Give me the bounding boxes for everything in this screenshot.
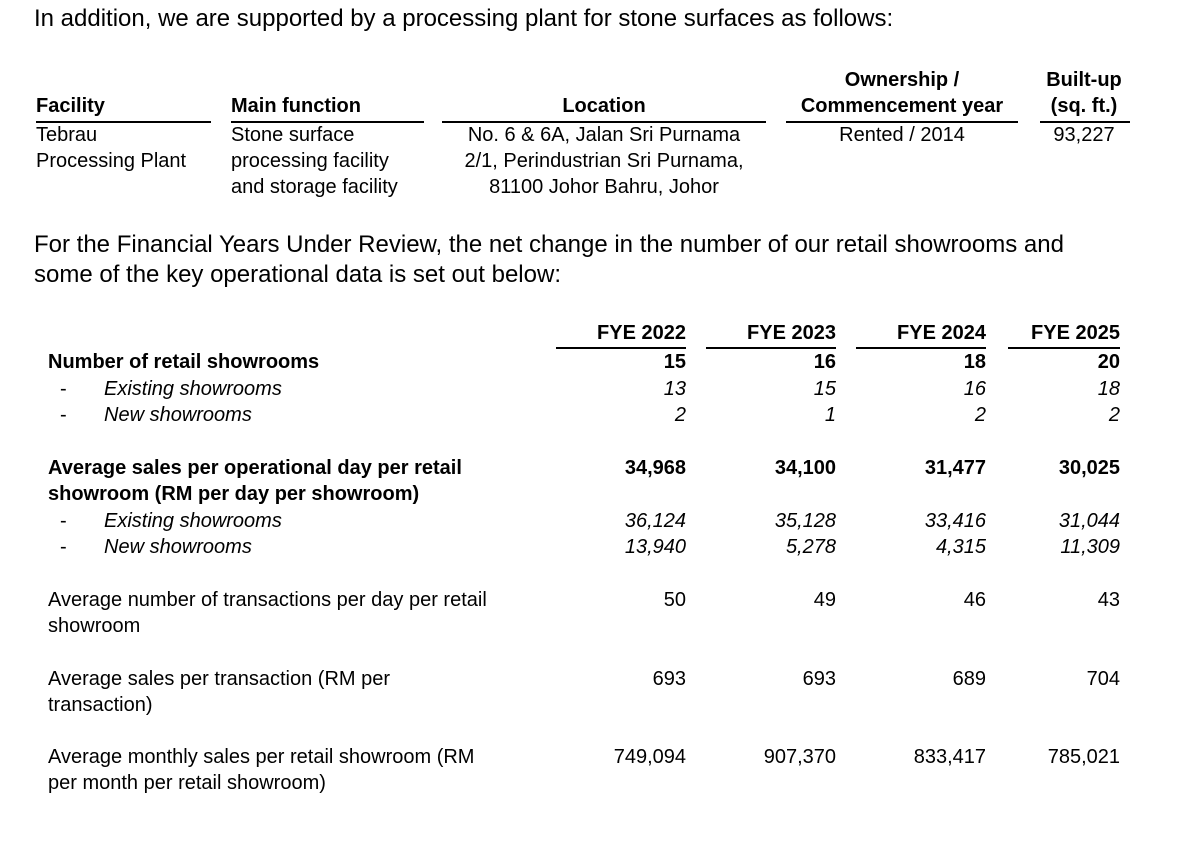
avg-sales-day-fye2025: 30,025: [1058, 457, 1120, 479]
avg-sales-existing-dash: -: [60, 510, 67, 532]
location-line3: 81100 Johor Bahru, Johor: [489, 176, 719, 198]
avg-monthly-sales-label-line1: Average monthly sales per retail showroom (RM: [48, 746, 475, 768]
avg-monthly-sales-fye2022: 749,094: [613, 746, 686, 768]
showrooms-new-label: New showrooms: [104, 404, 252, 426]
avg-monthly-sales-label-line2: per month per retail showroom): [48, 772, 326, 794]
function-line3: and storage facility: [231, 176, 398, 198]
showrooms-existing-fye2024: 16: [963, 378, 986, 400]
avg-sales-transaction-fye2025: 704: [1086, 668, 1120, 690]
avg-sales-day-label-line2: showroom (RM per day per showroom): [48, 483, 420, 505]
avg-monthly-sales-fye2024: 833,417: [913, 746, 986, 768]
showrooms-existing-fye2023: 15: [813, 378, 836, 400]
avg-sales-day-fye2023: 34,100: [774, 457, 836, 479]
intro-text: In addition, we are supported by a processing plant for stone surfaces as follows:: [34, 5, 894, 32]
location-line2: 2/1, Perindustrian Sri Purnama,: [464, 150, 744, 172]
avg-transactions-fye2023: 49: [813, 589, 836, 611]
builtup-value: 93,227: [1053, 124, 1115, 146]
avg-sales-new-fye2025: 11,309: [1060, 536, 1120, 558]
avg-sales-transaction-fye2024: 689: [952, 668, 986, 690]
function-line1: Stone surface: [231, 124, 355, 146]
header-facility: Facility: [36, 95, 105, 117]
avg-sales-new-fye2022: 13,940: [624, 536, 686, 558]
showrooms-existing-dash: -: [60, 378, 67, 400]
avg-transactions-label-line2: showroom: [48, 615, 141, 637]
avg-transactions-fye2022: 50: [663, 589, 686, 611]
showrooms-total-fye2025: 20: [1097, 351, 1120, 373]
avg-transactions-fye2024: 46: [963, 589, 986, 611]
avg-sales-existing-fye2023: 35,128: [774, 510, 836, 532]
showrooms-existing-label: Existing showrooms: [104, 378, 282, 400]
showrooms-new-dash: -: [60, 404, 67, 426]
col-header-fye2022: FYE 2022: [597, 322, 686, 344]
avg-sales-day-fye2022: 34,968: [624, 457, 686, 479]
avg-sales-transaction-label-line1: Average sales per transaction (RM per: [48, 668, 391, 690]
avg-monthly-sales-fye2025: 785,021: [1047, 746, 1120, 768]
header-location: Location: [562, 95, 646, 117]
avg-transactions-label-line1: Average number of transactions per day per retail: [48, 589, 487, 611]
paragraph-line1: For the Financial Years Under Review, the net change in the number of our retail showrooms and: [34, 231, 1064, 258]
avg-sales-existing-label: Existing showrooms: [104, 510, 282, 532]
col-header-fye2024: FYE 2024: [897, 322, 986, 344]
avg-sales-transaction-fye2022: 693: [652, 668, 686, 690]
header-builtup-line2: (sq. ft.): [1050, 95, 1118, 117]
avg-sales-new-label: New showrooms: [104, 536, 252, 558]
avg-sales-day-fye2024: 31,477: [924, 457, 986, 479]
col-header-fye2023: FYE 2023: [747, 322, 836, 344]
avg-sales-new-dash: -: [60, 536, 67, 558]
avg-monthly-sales-fye2023: 907,370: [763, 746, 836, 768]
showrooms-new-fye2023: 1: [824, 404, 836, 426]
avg-sales-existing-fye2025: 31,044: [1058, 510, 1120, 532]
facility-name-line2: Processing Plant: [36, 150, 187, 172]
header-ownership-line2: Commencement year: [800, 95, 1004, 117]
header-ownership-line1: Ownership /: [844, 69, 960, 91]
showrooms-existing-fye2022: 13: [663, 378, 686, 400]
showrooms-existing-fye2025: 18: [1097, 378, 1120, 400]
showrooms-label: Number of retail showrooms: [48, 351, 320, 373]
showrooms-total-fye2024: 18: [963, 351, 986, 373]
location-line1: No. 6 & 6A, Jalan Sri Purnama: [467, 124, 741, 146]
showrooms-new-fye2024: 2: [974, 404, 986, 426]
header-main-function: Main function: [231, 95, 361, 117]
header-builtup-line1: Built-up: [1046, 69, 1122, 91]
showrooms-total-fye2022: 15: [663, 351, 686, 373]
paragraph-line2: some of the key operational data is set out below:: [34, 261, 561, 288]
showrooms-total-fye2023: 16: [813, 351, 836, 373]
avg-sales-new-fye2023: 5,278: [785, 536, 836, 558]
facility-name-line1: Tebrau: [36, 124, 98, 146]
avg-sales-existing-fye2024: 33,416: [924, 510, 986, 532]
avg-transactions-fye2025: 43: [1097, 589, 1120, 611]
showrooms-new-fye2025: 2: [1108, 404, 1120, 426]
avg-sales-transaction-label-line2: transaction): [48, 694, 153, 716]
avg-sales-new-fye2024: 4,315: [935, 536, 986, 558]
ownership-value: Rented / 2014: [839, 124, 965, 146]
avg-sales-existing-fye2022: 36,124: [624, 510, 686, 532]
avg-sales-day-label-line1: Average sales per operational day per retail: [48, 457, 462, 479]
avg-sales-transaction-fye2023: 693: [802, 668, 836, 690]
showrooms-new-fye2022: 2: [674, 404, 686, 426]
function-line2: processing facility: [231, 150, 389, 172]
col-header-fye2025: FYE 2025: [1031, 322, 1120, 344]
